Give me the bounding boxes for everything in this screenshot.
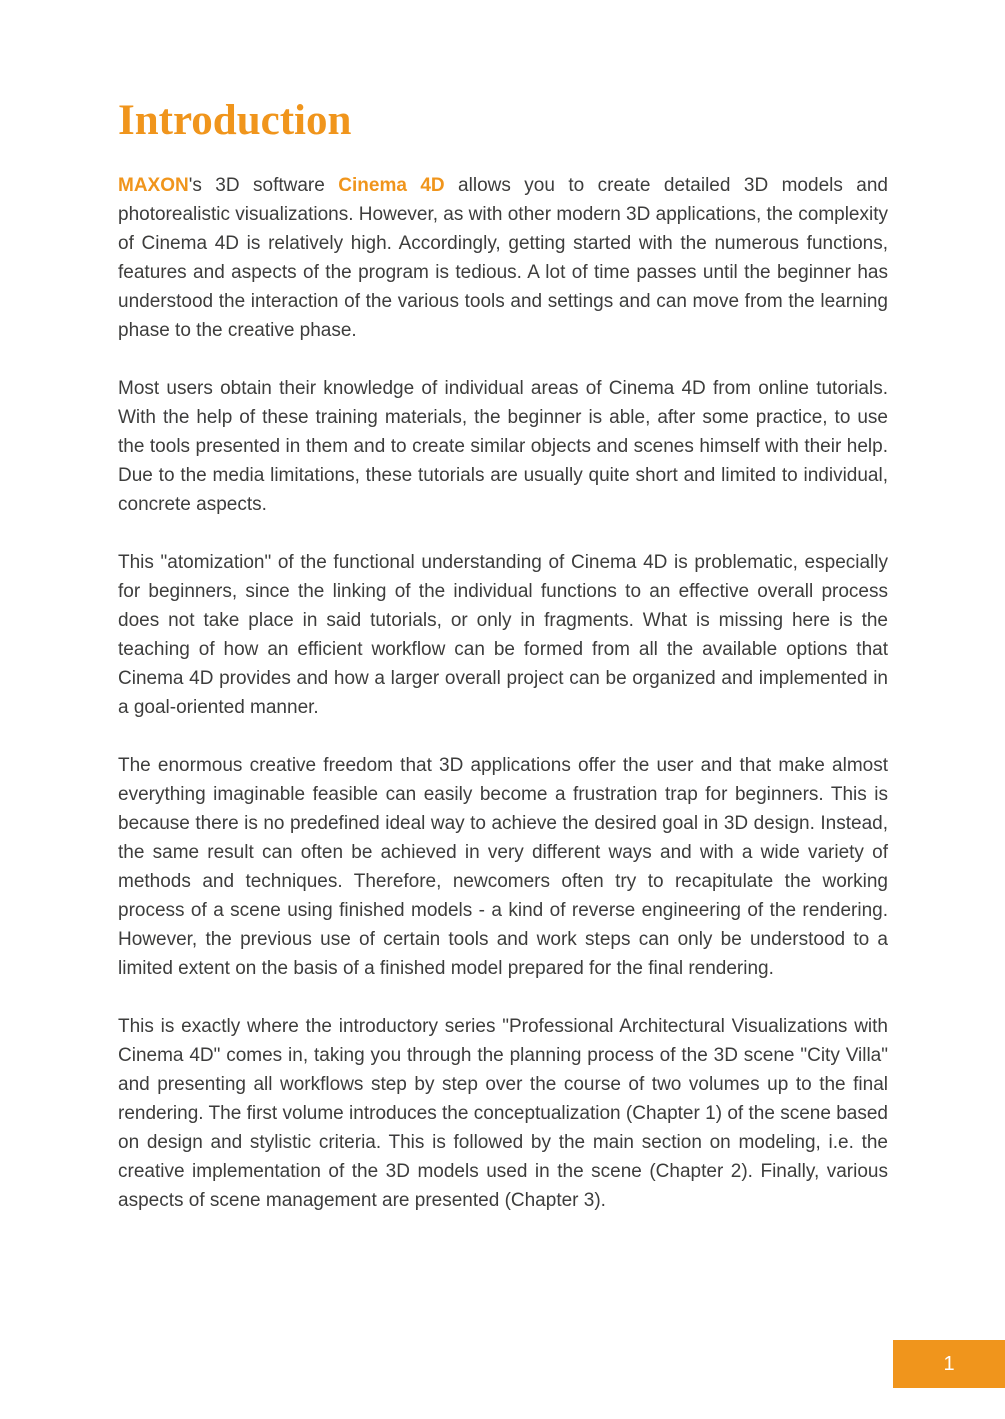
body-paragraphs (118, 171, 888, 1215)
brand-text: MAXON (118, 175, 189, 197)
paragraph (118, 548, 888, 722)
paragraph-text: 's 3D software (188, 175, 339, 197)
paragraph-text: This is exactly where the introductory series "Professional Architectural Visualizations with Cinema 4D" comes in, taking you through the planning process of the 3D scene "City Villa" and presenting all workflows step by step over the course of two volumes up to the final rendering. The first volume introduces the conceptualization (Chapter 1) of the scene based on design and stylistic criteria. This is followed by the main section on modeling, i.e. the creative implementation of the 3D models used in the scene (Chapter 2). Finally, various aspects of scene management are presented (Chapter 3). (118, 1016, 888, 1212)
paragraph-text: The enormous creative freedom that 3D applications offer the user and that make almost everything imaginable feasible can easily become a frustration trap for beginners. This is because there is no predefined ideal way to achieve the desired goal in 3D design. Instead, the same result can often be achieved in very different ways and with a wide variety of methods and techniques. Therefore, newcomers often try to recapitulate the working process of a scene using finished models - a kind of reverse engineering of the rendering. However, the previous use of certain tools and work steps can only be understood to a limited extent on the basis of a finished model prepared for the final rendering. (118, 755, 888, 980)
page-number: 1 (943, 1352, 955, 1375)
paragraph (118, 751, 888, 983)
page-number-box (893, 1340, 1005, 1388)
paragraph (118, 171, 888, 345)
paragraph (118, 374, 888, 519)
page-title: Introduction (118, 97, 352, 144)
brand-text: Cinema 4D (338, 175, 445, 197)
content-area (118, 96, 888, 1215)
paragraph (118, 1012, 888, 1215)
paragraph-text: allows you to create detailed 3D models and photorealistic visualizations. However, as with other modern 3D applications, the complexity of Cinema 4D is relatively high. Accordingly, getting started with the numerous functions, features and aspects of the program is tedious. A lot of time passes until the beginner has understood the interaction of the various tools and settings and can move from the learning phase to the creative phase. (118, 175, 888, 342)
paragraph-text: This "atomization" of the functional understanding of Cinema 4D is problematic, especially for beginners, since the linking of the individual functions to an effective overall process does not take place in said tutorials, or only in fragments. What is missing here is the teaching of how an efficient workflow can be formed from all the available options that Cinema 4D provides and how a larger overall project can be organized and implemented in a goal-oriented manner. (118, 552, 888, 719)
paragraph-text: Most users obtain their knowledge of individual areas of Cinema 4D from online tutorials. With the help of these training materials, the beginner is able, after some practice, to use the tools presented in them and to create similar objects and scenes himself with their help. Due to the media limitations, these tutorials are usually quite short and limited to individual, concrete aspects. (118, 378, 888, 516)
